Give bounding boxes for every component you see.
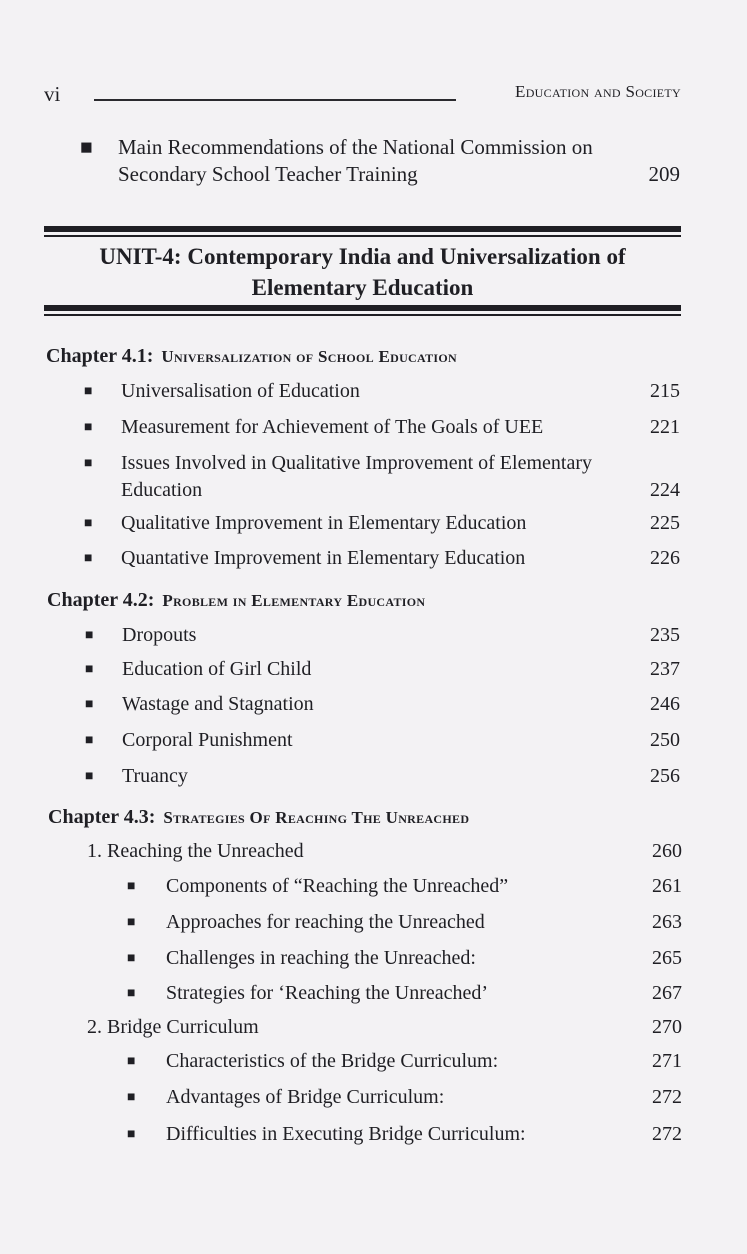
bullet-icon: ■ (85, 628, 94, 643)
toc-entry-text: Issues Involved in Qualitative Improvement of Elementary Education (121, 452, 592, 501)
chapter-title: Problem in Elementary Education (162, 591, 426, 610)
toc-entry (84, 378, 680, 405)
toc-page-number: 246 (650, 693, 680, 715)
toc-entry-text: Difficulties in Executing Bridge Curriculum: (166, 1123, 526, 1145)
toc-entry (84, 545, 680, 572)
toc-page-number: 256 (650, 765, 680, 787)
toc-entry (85, 622, 680, 649)
toc-entry-text: Quantative Improvement in Elementary Education (121, 547, 526, 569)
bullet-icon: ■ (80, 135, 93, 159)
bullet-icon: ■ (127, 879, 136, 894)
toc-entry-text: Components of “Reaching the Unreached” (166, 875, 509, 897)
toc-page-number: 221 (650, 416, 680, 438)
toc-entry-text: Strategies for ‘Reaching the Unreached’ (166, 982, 489, 1004)
toc-entry-text: Dropouts (122, 624, 197, 646)
toc-entry-text: Corporal Punishment (122, 729, 293, 751)
toc-page-number: 271 (652, 1050, 682, 1072)
toc-section-text: 1. Reaching the Unreached (87, 840, 304, 862)
toc-page-number: 272 (652, 1086, 682, 1108)
toc-entry (127, 1121, 682, 1148)
toc-entry-text: Advantages of Bridge Curriculum: (166, 1086, 445, 1108)
toc-page-number: 224 (650, 479, 680, 501)
unit-rule-bottom-thick (44, 305, 681, 311)
toc-page-number: 226 (650, 547, 680, 569)
bullet-icon: ■ (127, 951, 136, 966)
toc-entry (127, 980, 682, 1007)
bullet-icon: ■ (127, 915, 136, 930)
unit-title (44, 241, 681, 303)
toc-entry-text: Wastage and Stagnation (122, 693, 314, 715)
toc-page-number: 267 (652, 982, 682, 1004)
toc-entry (85, 656, 680, 683)
page-number: vi (44, 82, 61, 106)
toc-entry-text: Challenges in reaching the Unreached: (166, 947, 476, 969)
chapter-heading (46, 345, 457, 368)
toc-entry-text: Approaches for reaching the Unreached (166, 911, 485, 933)
toc-page-number: 265 (652, 947, 682, 969)
toc-section-text: 2. Bridge Curriculum (87, 1016, 259, 1038)
chapter-label: Chapter 4.2: (47, 589, 155, 611)
chapter-title: Strategies Of Reaching The Unreached (163, 808, 470, 827)
toc-entry (127, 945, 682, 972)
toc-page-number: 215 (650, 380, 680, 402)
bullet-icon: ■ (84, 420, 93, 435)
chapter-label: Chapter 4.1: (46, 345, 154, 367)
bullet-icon: ■ (127, 986, 136, 1001)
bullet-icon: ■ (85, 697, 94, 712)
toc-entry (84, 450, 680, 504)
toc-section (87, 1014, 682, 1041)
toc-entry-text: Characteristics of the Bridge Curriculum: (166, 1050, 499, 1072)
toc-entry-text: Measurement for Achievement of The Goals of UEE (121, 416, 544, 438)
toc-entry (85, 691, 680, 718)
unit-rule-top-thin (44, 235, 681, 237)
toc-page-number: 261 (652, 875, 682, 897)
toc-entry-text: Qualitative Improvement in Elementary Education (121, 512, 527, 534)
toc-entry-text: Education of Girl Child (122, 658, 312, 680)
toc-page-number: 225 (650, 512, 680, 534)
unit-title-line-1: UNIT-4: Contemporary India and Universalization of (99, 244, 626, 269)
toc-section (87, 838, 682, 865)
toc-entry (127, 1084, 682, 1111)
running-title: Education and Society (515, 82, 681, 101)
toc-entry (85, 763, 680, 790)
chapter-heading (48, 806, 469, 829)
toc-page-number: 237 (650, 658, 680, 680)
toc-entry-text: Truancy (122, 765, 188, 787)
unit-rule-top-thick (44, 226, 681, 232)
toc-page-number: 250 (650, 729, 680, 751)
toc-entry-text: Main Recommendations of the National Commission on Secondary School Teacher Training (118, 135, 593, 186)
bullet-icon: ■ (127, 1090, 136, 1105)
toc-entry-text: Universalisation of Education (121, 380, 360, 402)
bullet-icon: ■ (127, 1054, 136, 1069)
toc-entry (85, 727, 680, 754)
bullet-icon: ■ (84, 551, 93, 566)
header-rule (94, 99, 456, 101)
bullet-icon: ■ (85, 733, 94, 748)
bullet-icon: ■ (84, 384, 93, 399)
toc-entry-intro (80, 134, 680, 188)
bullet-icon: ■ (85, 662, 94, 677)
toc-page-number: 263 (652, 911, 682, 933)
bullet-icon: ■ (84, 516, 93, 531)
toc-entry (84, 414, 680, 441)
toc-page-number: 260 (652, 840, 682, 862)
bullet-icon: ■ (85, 769, 94, 784)
bullet-icon: ■ (127, 1127, 136, 1142)
toc-entry (127, 873, 682, 900)
toc-page-number: 235 (650, 624, 680, 646)
toc-entry (127, 1048, 682, 1075)
unit-rule-bottom-thin (44, 314, 681, 316)
chapter-heading (47, 589, 425, 612)
bullet-icon: ■ (84, 456, 93, 471)
unit-title-line-2: Elementary Education (251, 275, 474, 300)
toc-page-number: 272 (652, 1123, 682, 1145)
toc-entry (127, 909, 682, 936)
chapter-label: Chapter 4.3: (48, 806, 156, 828)
toc-entry (84, 510, 680, 537)
chapter-title: Universalization of School Education (161, 347, 457, 366)
toc-page-number: 209 (648, 162, 680, 186)
toc-page-number: 270 (652, 1016, 682, 1038)
